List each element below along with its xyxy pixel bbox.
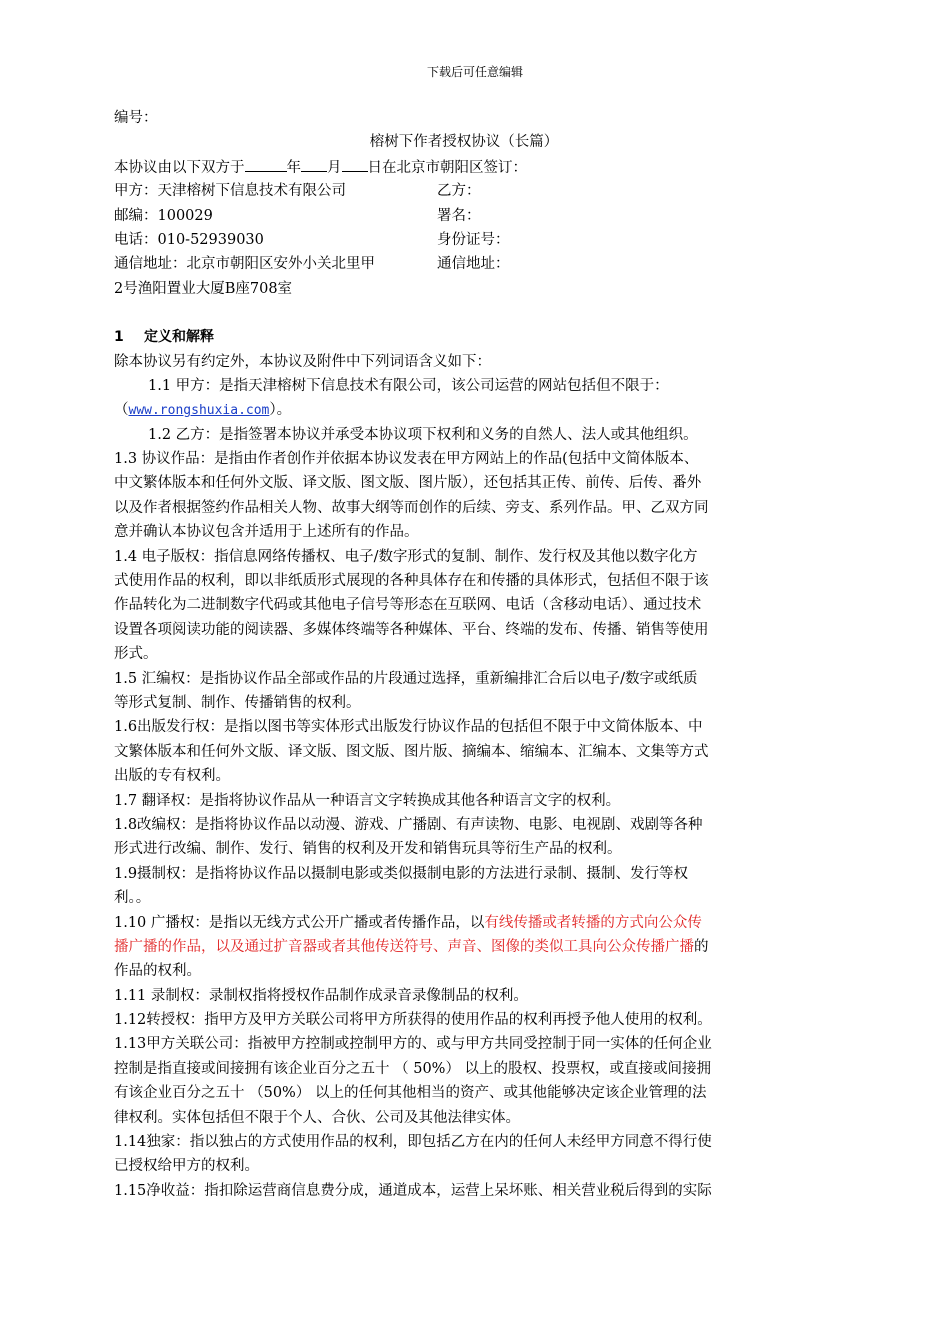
party-row-3 xyxy=(114,228,814,252)
document-title: 榕树下作者授权协议（长篇） xyxy=(369,134,559,151)
def-1-3-line: 以及作者根据签约作品相关人物、故事大纲等而创作的后续、旁支、系列作品。甲、乙双方同 xyxy=(114,499,709,516)
document-number-label: 编号： xyxy=(114,110,158,126)
def-1-13-line: 有该企业百分之五十 （50%） 以上的任何其他相当的资产、或其他能够决定该企业管理的法 xyxy=(114,1085,707,1102)
def-1-2: 1.2 乙方：是指签署本协议并承受本协议项下权利和义务的自然人、法人或其他组织。 xyxy=(148,426,698,443)
party-a-phone: 电话：010-52939030 xyxy=(114,231,264,248)
def-1-8-line: 形式进行改编、制作、发行、销售的权利及开发和销售玩具等衍生产品的权利。 xyxy=(114,841,622,858)
def-1-13-line: 控制是指直接或间接拥有该企业百分之五十 （ 50%） 以上的股权、投票权，或直接或间接拥 xyxy=(114,1060,712,1077)
def-1-10-line-2 xyxy=(114,935,814,959)
def-1-6-line: 1.6出版发行权：是指以图书等实体形式出版发行协议作品的包括但不限于中文简体版本、中 xyxy=(114,719,703,736)
def-1-4-line: 1.4 电子版权：指信息网络传播权、电子/数字形式的复制、制作、发行权及其他以数字化方 xyxy=(114,548,698,565)
def-1-5-line: 等形式复制、制作、传播销售的权利。 xyxy=(114,694,361,711)
def-1-9-line: 利。。 xyxy=(114,890,151,907)
def-1-3-line: 中文繁体版本和任何外文版、译文版、图文版、图片版），还包括其正传、前传、后传、番外 xyxy=(114,475,702,492)
party-row-4 xyxy=(114,252,814,276)
link-open-paren: （ xyxy=(114,402,129,419)
party-row-1 xyxy=(114,179,814,203)
page-header: 下载后可任意编辑 xyxy=(426,65,523,79)
definitions-intro: 除本协议另有约定外，本协议及附件中下列词语含义如下： xyxy=(114,353,491,370)
def-1-4-line: 作品转化为二进制数字代码或其他电子信号等形态在互联网、电话（含移动电话）、通过技术 xyxy=(114,597,702,614)
def-1-4-line: 设置各项阅读功能的阅读器、多媒体终端等各种媒体、平台、终端的发布、传播、销售等使用 xyxy=(114,621,709,638)
section-title: 定义和解释 xyxy=(144,329,214,346)
party-b-sign: 署名： xyxy=(437,207,481,224)
def-1-12: 1.12转授权：指甲方及甲方关联公司将甲方所获得的使用作品的权利再授予他人使用的权利。 xyxy=(114,1012,712,1029)
def-1-10-line-3: 作品的权利。 xyxy=(114,963,201,980)
month-blank xyxy=(301,155,327,172)
def-1-6-line: 出版的专有权利。 xyxy=(114,768,230,785)
section-number: 1 xyxy=(114,329,124,346)
def-1-3-line: 1.3 协议作品：是指由作者创作并依据本协议发表在甲方网站上的作品(包括中文简体版本、 xyxy=(114,451,699,468)
website-link[interactable]: www.rongshuxia.com xyxy=(128,403,270,419)
def-1-10-line-1 xyxy=(114,911,814,935)
def-1-4-line: 式使用作品的权利，即以非纸质形式展现的各种具体存在和传播的具体形式，包括但不限于该 xyxy=(114,573,709,590)
def-1-14-line: 1.14独家：指以独占的方式使用作品的权利，即包括乙方在内的任何人未经甲方同意不得行使 xyxy=(114,1134,712,1151)
signing-text-1: 本协议由以下双方于 xyxy=(114,159,245,176)
party-b-name: 乙方： xyxy=(437,183,481,200)
def-1-10-highlight: 播广播的作品，以及通过扩音器或者其他传送符号、声音、图像的类似工具向公众传播广播 xyxy=(114,938,694,955)
party-row-2 xyxy=(114,204,814,228)
def-1-10-highlight: 有线传播或者转播的方式向公众传 xyxy=(484,914,702,931)
def-1-9-line: 1.9摄制权：是指将协议作品以摄制电影或类似摄制电影的方法进行录制、摄制、发行等权 xyxy=(114,865,689,882)
def-1-7: 1.7 翻译权：是指将协议作品从一种语言文字转换成其他各种语言文字的权利。 xyxy=(114,792,621,809)
def-1-10-text: 的 xyxy=(694,938,709,955)
def-1-1-line-1: 1.1 甲方：是指天津榕树下信息技术有限公司，该公司运营的网站包括但不限于： xyxy=(148,377,669,394)
party-a-address-cont: 2号渔阳置业大厦B座708室 xyxy=(114,280,293,297)
def-1-6-line: 文繁体版本和任何外文版、译文版、图文版、图片版、摘编本、缩编本、汇编本、文集等方式 xyxy=(114,743,709,760)
party-a-name: 甲方：天津榕树下信息技术有限公司 xyxy=(114,183,346,200)
def-1-10-text: 1.10 广播权：是指以无线方式公开广播或者传播作品，以 xyxy=(114,914,485,931)
year-label: 年 xyxy=(286,159,301,176)
def-1-13-line: 1.13甲方关联公司：指被甲方控制或控制甲方的、或与甲方共同受控制于同一实体的任何企业 xyxy=(114,1036,712,1053)
link-close-paren: ）。 xyxy=(269,402,292,419)
signing-text-2: 日在北京市朝阳区签订： xyxy=(367,159,527,176)
def-1-8-line: 1.8改编权：是指将协议作品以动漫、游戏、广播剧、有声读物、电影、电视剧、戏剧等各种 xyxy=(114,816,703,833)
def-1-11: 1.11 录制权：录制权指将授权作品制作成录音录像制品的权利。 xyxy=(114,987,528,1004)
section-heading xyxy=(114,325,814,349)
def-1-3-line: 意并确认本协议包含并适用于上述所有的作品。 xyxy=(114,524,419,541)
signing-statement xyxy=(114,155,814,179)
party-a-address: 通信地址：北京市朝阳区安外小关北里甲 xyxy=(114,256,375,273)
party-b-address: 通信地址： xyxy=(437,256,510,273)
party-a-postcode: 邮编：100029 xyxy=(114,207,213,224)
def-1-5-line: 1.5 汇编权：是指协议作品全部或作品的片段通过选择，重新编排汇合后以电子/数字或纸质 xyxy=(114,670,698,687)
def-1-13-line: 律权利。实体包括但不限于个人、合伙、公司及其他法律实体。 xyxy=(114,1109,520,1126)
year-blank xyxy=(245,155,287,172)
party-b-id: 身份证号： xyxy=(437,231,510,248)
document-body xyxy=(114,106,814,1203)
def-1-15-line: 1.15净收益：指扣除运营商信息费分成，通道成本，运营上呆坏账、相关营业税后得到的实际 xyxy=(114,1182,712,1199)
day-blank xyxy=(342,155,368,172)
month-label: 月 xyxy=(327,159,342,176)
def-1-4-line: 形式。 xyxy=(114,646,158,663)
def-1-1-line-2 xyxy=(114,398,814,422)
def-1-14-line: 已授权给甲方的权利。 xyxy=(114,1158,259,1175)
